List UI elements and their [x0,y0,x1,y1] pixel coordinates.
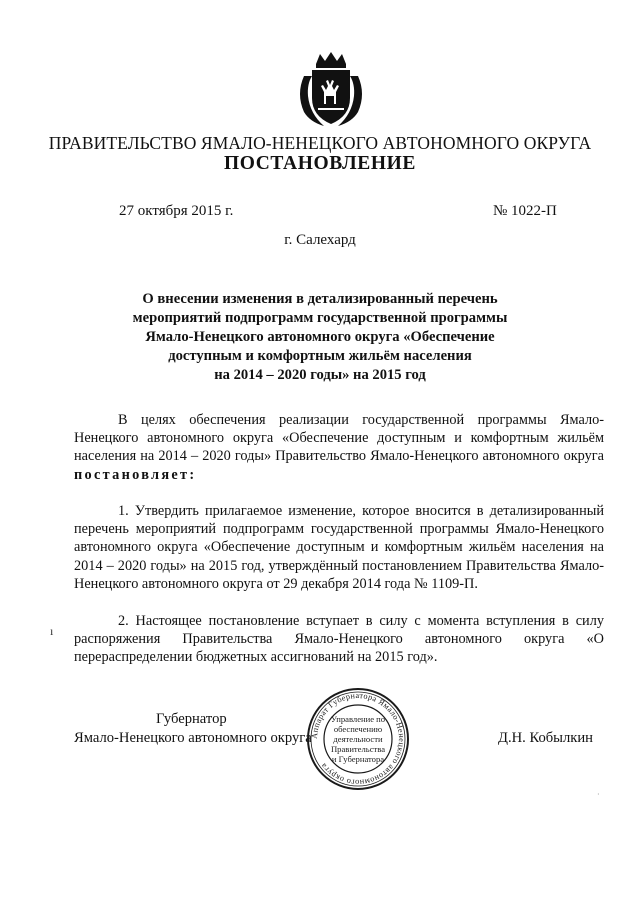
subject-line: мероприятий подпрограмм государственной программы [132,310,508,326]
clause-2-paragraph: 2. Настоящее постановление вступает в силу с момента вступления в силу распоряжения Правительства Ямало-Ненецкого автономного округа «О перераспределении бюджетных ассигнований на 2015 год». [74,613,604,666]
document-date: 27 октября 2015 г. [119,203,234,219]
margin-mark: · [597,790,600,799]
government-name: ПРАВИТЕЛЬСТВО ЯМАЛО-НЕНЕЦКОГО АВТОНОМНОГО ОКРУГА [48,133,592,153]
subject-line: доступным и комфортным жильём населения [168,348,472,364]
stamp-line: Правительства [330,744,386,754]
stamp-line: и Губернатора [331,754,385,764]
signatory-title-line1: Губернатор [156,711,227,727]
subject-line: на 2014 – 2020 годы» на 2015 год [214,367,426,383]
subject-line: О внесении изменения в детализированный перечень [142,291,498,307]
coat-of-arms-emblem [294,50,368,130]
margin-mark: ı [50,624,54,638]
stamp-center-text [318,714,398,764]
resolve-keyword: постановляет: [74,466,197,483]
preamble-text: В целях обеспечения реализации государственной программы Ямало-Ненецкого автономного округа «Обеспечение доступным и комфортным жильём населения на 2014 – 2020 годы» Правительство Ямало-Ненецкого автономного округа [74,412,604,465]
signatory-name: Д.Н. Кобылкин [498,730,593,746]
document-city: г. Салехард [284,232,356,248]
document-subject [0,290,640,385]
subject-line: Ямало-Ненецкого автономного округа «Обеспечение [145,329,495,345]
stamp-ring-text: Аппарат Губернатора Ямало-Ненецкого автономного округа [309,690,407,788]
clause-1-paragraph: 1. Утвердить прилагаемое изменение, которое вносится в детализированный перечень мероприятий подпрограмм государственной программы Ямало-Ненецкого автономного округа «Обеспечение доступным и комфортным жильём населения на 2014 – 2020 годы» на 2015 год, утверждённый постановлением Правительства Ямало-Ненецкого автономного округа от 29 декабря 2014 года № 1109-П. [74,503,604,592]
stamp-line: Управление по [330,714,386,724]
stamp-line: обеспечению [333,724,383,734]
document-type-title: ПОСТАНОВЛЕНИЕ [223,153,417,174]
stamp-line: деятельности [333,734,383,744]
preamble-paragraph [74,411,604,484]
document-number: № 1022-П [493,203,557,219]
signatory-title-line2: Ямало-Ненецкого автономного округа [74,730,312,746]
